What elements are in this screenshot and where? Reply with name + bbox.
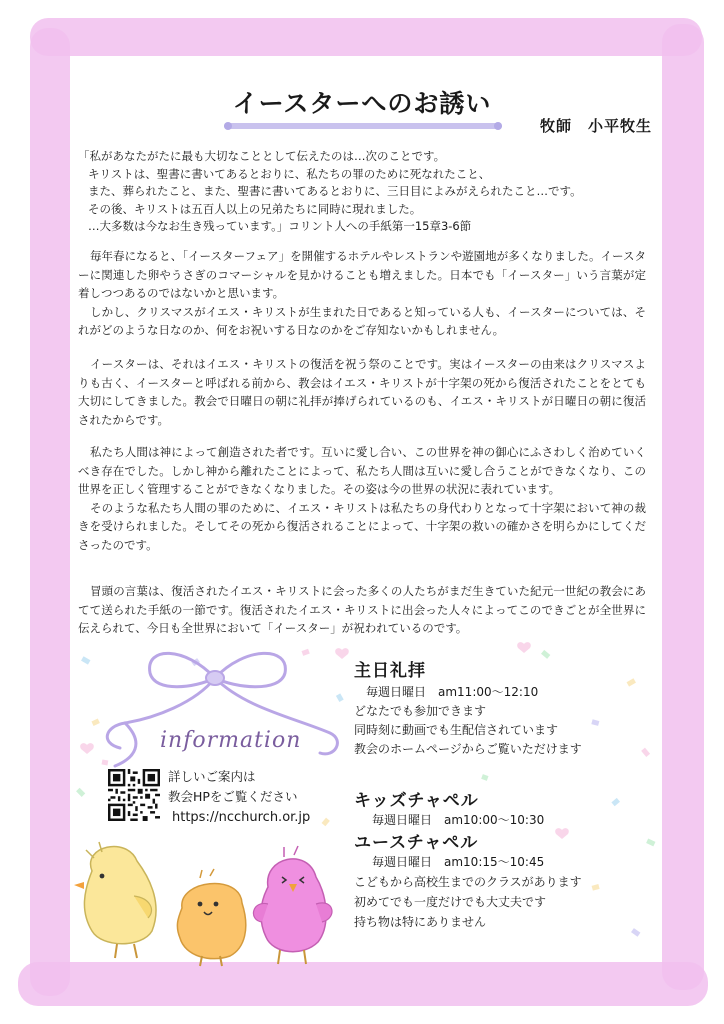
page-title: イースターへのお誘い	[232, 89, 492, 118]
quote-line: その後、キリストは五百人以上の兄弟たちに同時に現れました。	[88, 201, 422, 216]
worship-info-line: どなたでも参加できます	[354, 704, 487, 718]
body-paragraph-group	[78, 355, 646, 429]
yellow-chick-illustration	[72, 836, 172, 966]
body-paragraph: 私たち人間は神によって創造された者です。互いに愛し合い、この世界を神の御心にふさわしく治めていくべき存在でした。しかし神から離れたことによって、私たち人間は互いに愛し合うことができなくなり、この世界を正しく管理することができなくなりました。その姿は今の世界の状況に表れています。	[78, 445, 646, 496]
worship-info-line: 同時刻に動画でも生配信されています	[354, 723, 559, 737]
scripture-quote	[78, 148, 658, 236]
worship-title: 主日礼拝	[354, 661, 426, 681]
youth-chapel-time: 毎週日曜日 am10:15〜10:45	[372, 855, 545, 869]
youth-info-line: 初めてでも一度だけでも大丈夫です	[354, 895, 547, 909]
frame-top	[30, 18, 702, 56]
body-paragraph-group	[78, 582, 646, 638]
quote-line: また、葬られたこと、また、聖書に書いてあるとおりに、三日目によみがえられたこと…です。	[88, 184, 582, 198]
youth-info-line: こどもから高校生までのクラスがあります	[354, 875, 582, 889]
body-paragraph: 冒頭の言葉は、復活されたイエス・キリストに会った多くの人たちがまだ生きていた紀元一世紀の教会にあてて送られた手紙の一節です。復活されたイエス・キリストに出会った人々によってこのできごとが全世界に伝えられて、今日も全世界において「イースター」が祝われているのです。	[78, 584, 646, 635]
worship-time: 毎週日曜日 am11:00〜12:10	[366, 685, 539, 699]
quote-line: …大多数は今なお生き残っています。」コリント人への手紙第一15章3-6節	[88, 219, 472, 233]
body-paragraph: 毎年春になると、「イースターフェア」を開催するホテルやレストランや遊園地が多くなりました。イースターに関連した卵やうさぎのコマーシャルを見かけることも増えました。日本でも「イースター」いう言葉が定着しつつあるのではないかと思います。	[78, 249, 646, 300]
body-paragraph: イースターは、それはイエス・キリストの復活を祝う祭のことです。実はイースターの由来はクリスマスよりも古く、イースターと呼ばれる前から、教会はイエス・キリストが十字架の死から復活されたことをとても大切にしてきました。教会で日曜日の朝に礼拝が捧げられているのも、イエス・キリストが日曜日の朝に復活されたからです。	[78, 357, 646, 427]
author: 牧師 小平牧生	[540, 117, 653, 135]
body-paragraph-group	[78, 247, 646, 340]
orange-chick-illustration	[170, 868, 258, 968]
frame-left	[30, 28, 70, 996]
quote-line: キリストは、聖書に書いてあるとおりに、私たちの罪のために死なれたこと、	[88, 166, 491, 181]
youth-chapel-title: ユースチャペル	[354, 833, 479, 853]
frame-right	[662, 24, 704, 990]
kids-chapel-title: キッズチャペル	[354, 791, 479, 811]
body-paragraph: そのような私たち人間の罪のために、イエス・キリストは私たちの身代わりとなって十字架において神の裁きを受けられました。そしてその死から復活されることによって、十字架の救いの確かさを明らかにしてくださったのです。	[78, 500, 646, 552]
youth-info-line: 持ち物は特にありません	[354, 915, 487, 929]
qr-caption	[168, 767, 297, 807]
body-paragraph-group	[78, 443, 646, 554]
kids-chapel-time: 毎週日曜日 am10:00〜10:30	[372, 813, 545, 827]
pink-chick-illustration	[248, 842, 338, 970]
quote-line: 「私があなたがたに最も大切なこととして伝えたのは…次のことです。	[78, 149, 446, 163]
qr-caption-line: 教会HPをご覧ください	[168, 789, 298, 804]
title-underline	[224, 122, 502, 130]
website-link[interactable]: https://ncchurch.or.jp	[172, 810, 311, 825]
qr-code[interactable]	[108, 769, 160, 821]
body-paragraph: しかし、クリスマスがイエス・キリストが生まれた日であると知っている人も、イースターについては、それがどのような日なのか、何をお祝いする日なのかをご存知ないかもしれません。	[78, 304, 646, 337]
worship-info-line: 教会のホームページからご覧いただけます	[354, 742, 582, 756]
information-label: information	[160, 728, 302, 753]
qr-caption-line: 詳しいご案内は	[168, 769, 256, 784]
